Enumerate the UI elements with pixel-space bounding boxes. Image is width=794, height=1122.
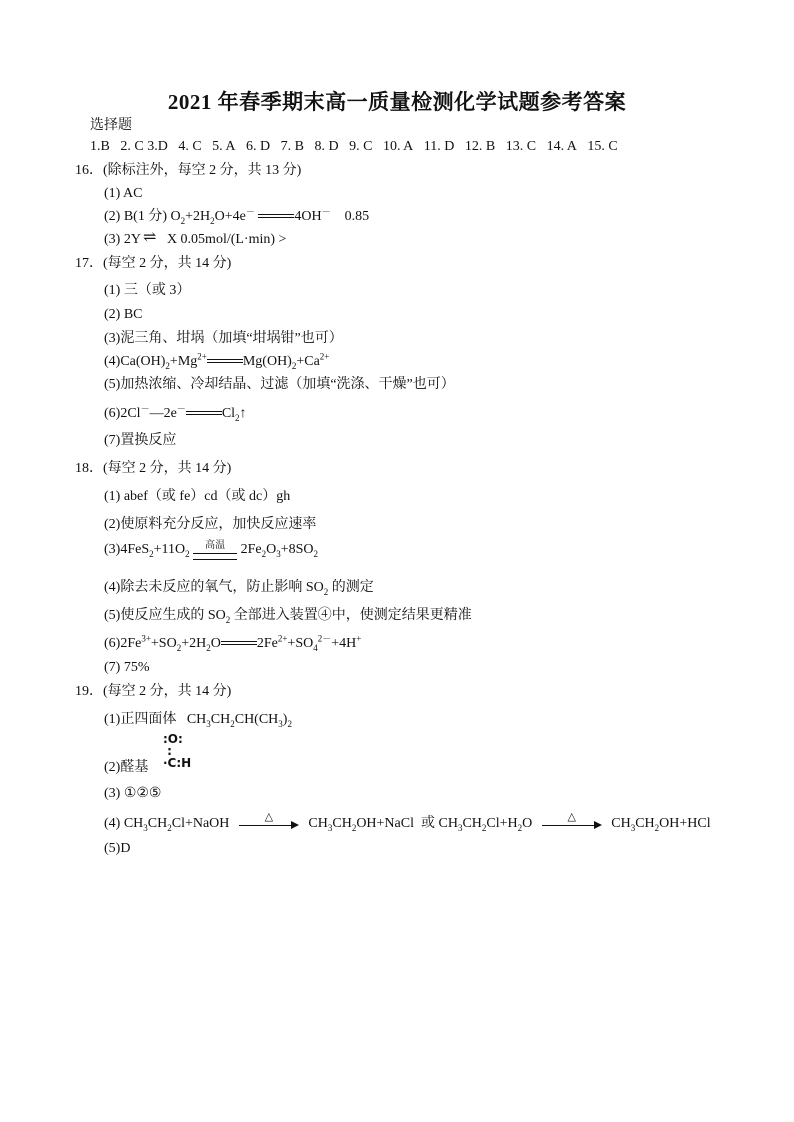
q17-answer-2: (2) BC (104, 307, 143, 322)
choice-heading: 选择题 (90, 118, 132, 133)
choice-answer: 15. C (587, 139, 618, 154)
q18-answer-1: (1) abef（或 fe）cd（或 dc）gh (104, 489, 291, 504)
q18-heading: 18．(每空 2 分，共 14 分) (75, 461, 232, 476)
q17-answer-5: (5)加热浓缩、冷却结晶、过滤（加填“洗涤、干燥”也可） (104, 377, 455, 392)
q18-answer-4: (4)除去未反应的氧气，防止影响 $SO_2$ 的测定 (104, 580, 374, 597)
q16-answer-2: (2) B(1 分) $O_2+2H_2O+4e^-$ 4OH－ 0.85 (104, 206, 370, 226)
page-title: 2021 年春季期末高一质量检测化学试题参考答案 (167, 90, 627, 114)
q17-heading: 17．(每空 2 分，共 14 分) (75, 256, 232, 271)
q19-answer-2: (2)醛基 (104, 760, 149, 775)
q18-answer-5: (5)使反应生成的 $SO_2$ 全部进入装置④中，使测定结果更精准 (104, 608, 472, 625)
choice-answers (90, 138, 618, 156)
choice-answer: 2. C (120, 139, 144, 154)
q19-heading: 19．(每空 2 分，共 14 分) (75, 684, 232, 699)
choice-answer: 9. C (349, 139, 373, 154)
choice-answer: 3.D (147, 139, 168, 154)
choice-answer: 11. D (423, 139, 455, 154)
choice-answer: 4. C (178, 139, 202, 154)
q18-answer-3: $(3)4FeS_2+11O_2$ 高温 $2Fe_2O_3+8SO_2$ (104, 540, 319, 560)
choice-answer: 13. C (505, 139, 537, 154)
heat-arrow-icon: △ (239, 816, 299, 832)
choice-answer: 6. D (246, 139, 271, 154)
choice-answer: 1.B (90, 139, 110, 154)
heat-arrow-icon: △ (542, 816, 602, 832)
q16-answer-1: (1) AC (104, 186, 143, 201)
condition-mark: 高温 (193, 540, 237, 560)
q18-answer-7: (7) 75% (104, 660, 150, 675)
aldehyde-lewis-structure: :O: : ·C:H (163, 732, 192, 770)
choice-answer: 12. B (464, 139, 496, 154)
q19-answer-5: (5)D (104, 841, 131, 856)
q19-answer-3: (3) ①②⑤ (104, 786, 162, 801)
choice-answer: 8. D (314, 139, 339, 154)
choice-answer: 10. A (382, 139, 414, 154)
q17-answer-3: (3)泥三角、坩埚（加填“坩埚钳”也可） (104, 331, 343, 346)
q17-answer-6: (6)2Cl－—2e－ $Cl_2↑$ (104, 403, 247, 423)
q19-answer-4: (4) $CH_3CH_2Cl+NaOH$ △ $CH_3CH_2OH+NaCl$ 或 $CH_3CH_2Cl+H_2O$ △ $CH_3CH_2OH+HCl$ (104, 810, 711, 833)
q16-heading: 16．(除标注外，每空 2 分，共 13 分) (75, 163, 302, 178)
choice-answer: 5. A (212, 139, 236, 154)
q16-answer-3: (3) 2Y⇌ X 0.05mol/(L·min) > (104, 231, 286, 249)
q17-answer-4: $(4)Ca(OH)_2+Mg^{2+}$ $Mg(OH)_2+Ca^{2+}$ (104, 351, 330, 371)
q17-answer-1: (1) 三（或 3） (104, 283, 191, 298)
q18-answer-2: (2)使原料充分反应，加快反应速率 (104, 517, 317, 532)
q18-answer-6: $(6)2Fe^{3+}+SO_2+2H_2O$ $2Fe^{2+}+SO_4^{2-}+4H^+$ (104, 633, 362, 653)
reversible-arrow-icon (141, 235, 167, 245)
choice-answer: 14. A (546, 139, 577, 154)
q19-answer-1: (1)正四面体 $CH_3CH_2CH(CH_3)_2$ (104, 712, 292, 729)
q17-answer-7: (7)置换反应 (104, 433, 177, 448)
choice-answer: 7. B (280, 139, 304, 154)
